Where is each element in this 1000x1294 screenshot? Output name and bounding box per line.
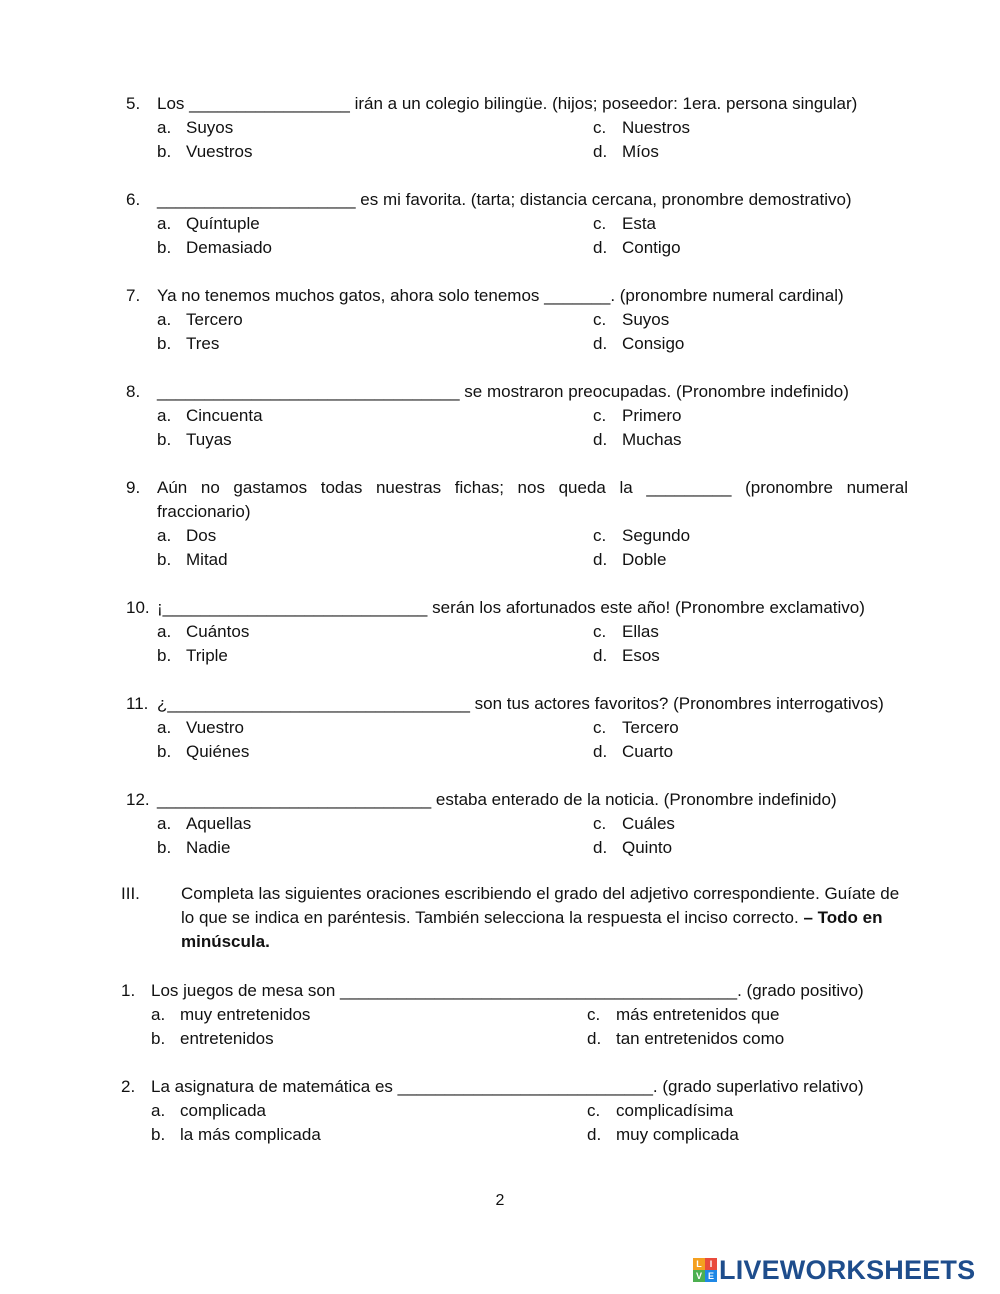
question-7 — [126, 284, 908, 356]
question-text: ________________________________ se mostraron preocupadas. (Pronombre indefinido) — [157, 382, 849, 401]
adjective-question-2 — [121, 1075, 903, 1147]
option-c[interactable]: c. Cuáles — [593, 814, 675, 833]
adjective-question-1 — [121, 979, 903, 1051]
question-10 — [126, 596, 908, 668]
option-b[interactable]: b. Vuestros — [157, 142, 253, 161]
option-d[interactable]: d. Quinto — [593, 838, 673, 857]
option-b[interactable]: b. Nadie — [157, 838, 231, 857]
section-roman-numeral: III. — [121, 884, 140, 903]
question-number: 2. — [121, 1077, 136, 1096]
section-3-instructions — [121, 882, 911, 954]
option-c[interactable]: c. Tercero — [593, 718, 679, 737]
question-number: 12. — [126, 790, 150, 809]
section-instruction: Completa las siguientes oraciones escribiendo el grado del adjetivo correspondiente. Guíate de lo que se indica en paréntesis. También selecciona la respuesta el inciso correcto. — [181, 884, 900, 927]
option-d[interactable]: d. Muchas — [593, 430, 682, 449]
question-text: ¿________________________________ son tus actores favoritos? (Pronombres interrogativos) — [157, 694, 884, 713]
option-b[interactable]: b. Tres — [157, 334, 220, 353]
question-number: 9. — [126, 478, 141, 497]
option-b[interactable]: b. Triple — [157, 646, 228, 665]
option-c[interactable]: c. Nuestros — [593, 118, 691, 137]
option-b[interactable]: b. la más complicada — [151, 1125, 321, 1144]
question-8 — [126, 380, 908, 452]
page-number: 2 — [495, 1192, 505, 1209]
option-b[interactable]: b. Tuyas — [157, 430, 232, 449]
question-text-continued: fraccionario) — [157, 502, 251, 521]
option-c[interactable]: c. más entretenidos que — [587, 1005, 780, 1024]
option-a[interactable]: a. Cuántos — [157, 622, 250, 641]
liveworksheets-logo[interactable] — [693, 1254, 975, 1286]
question-number: 6. — [126, 190, 141, 209]
question-text: Los juegos de mesa son __________________________________________. (grado positivo) — [151, 981, 864, 1000]
question-number: 8. — [126, 382, 141, 401]
option-a[interactable]: a. Dos — [157, 526, 217, 545]
option-d[interactable]: d. Consigo — [593, 334, 685, 353]
option-d[interactable]: d. Esos — [593, 646, 660, 665]
option-d[interactable]: d. muy complicada — [587, 1125, 739, 1144]
option-b[interactable]: b. Mitad — [157, 550, 228, 569]
option-a[interactable]: a. Vuestro — [157, 718, 244, 737]
question-text: ¡____________________________ serán los afortunados este año! (Pronombre exclamativo) — [157, 598, 865, 617]
option-c[interactable]: c. Segundo — [593, 526, 691, 545]
option-c[interactable]: c. Suyos — [593, 310, 670, 329]
option-c[interactable]: c. Ellas — [593, 622, 659, 641]
question-12 — [126, 788, 908, 860]
question-text: Ya no tenemos muchos gatos, ahora solo tenemos _______. (pronombre numeral cardinal) — [157, 286, 844, 305]
option-b[interactable]: b. Quiénes — [157, 742, 250, 761]
question-number: 11. — [126, 694, 149, 713]
option-b[interactable]: b. Demasiado — [157, 238, 272, 257]
question-number: 10. — [126, 598, 150, 617]
question-5 — [126, 92, 908, 164]
option-d[interactable]: d. Míos — [593, 142, 659, 161]
option-a[interactable]: a. Suyos — [157, 118, 234, 137]
option-a[interactable]: a. Cincuenta — [157, 406, 263, 425]
question-text: Aún no gastamos todas nuestras fichas; nos queda la _________ (pronombre numeral — [157, 478, 908, 497]
option-a[interactable]: a. Aquellas — [157, 814, 252, 833]
question-text: _____________________________ estaba enterado de la noticia. (Pronombre indefinido) — [157, 790, 837, 809]
question-number: 5. — [126, 94, 141, 113]
option-d[interactable]: d. tan entretenidos como — [587, 1029, 785, 1048]
question-6 — [126, 188, 908, 260]
liveworksheets-logo-icon: L I V E — [693, 1258, 717, 1282]
option-a[interactable]: a. Quíntuple — [157, 214, 260, 233]
question-number: 7. — [126, 286, 141, 305]
option-a[interactable]: a. Tercero — [157, 310, 243, 329]
question-number: 1. — [121, 981, 136, 1000]
option-a[interactable]: a. complicada — [151, 1101, 266, 1120]
option-b[interactable]: b. entretenidos — [151, 1029, 274, 1048]
question-text: La asignatura de matemática es ___________________________. (grado superlativo relativo) — [151, 1077, 864, 1096]
option-d[interactable]: d. Doble — [593, 550, 667, 569]
section-instruction-bold: – Todo en minúscula. — [181, 908, 883, 951]
option-c[interactable]: c. complicadísima — [587, 1101, 734, 1120]
logo-text: LIVEWORKSHEETS — [719, 1254, 976, 1285]
option-d[interactable]: d. Contigo — [593, 238, 681, 257]
question-11 — [126, 692, 908, 764]
question-text: Los _________________ irán a un colegio bilingüe. (hijos; poseedor: 1era. persona singular) — [157, 94, 858, 113]
option-d[interactable]: d. Cuarto — [593, 742, 674, 761]
question-text: _____________________ es mi favorita. (tarta; distancia cercana, pronombre demostrativo) — [157, 190, 852, 209]
option-c[interactable]: c. Esta — [593, 214, 657, 233]
option-a[interactable]: a. muy entretenidos — [151, 1005, 311, 1024]
option-c[interactable]: c. Primero — [593, 406, 682, 425]
question-9 — [126, 476, 908, 572]
